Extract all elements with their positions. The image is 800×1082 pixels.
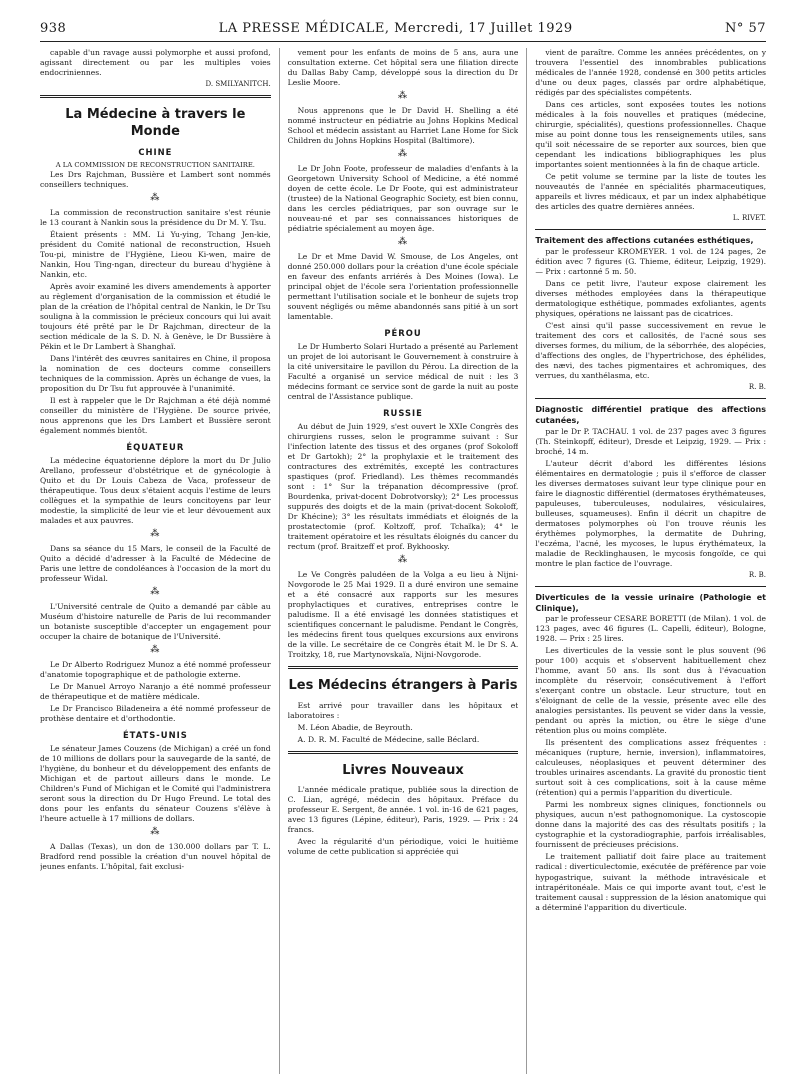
review-reference: par le professeur KROMEYER. 1 vol. de 124 pages, 2e édition avec 7 figures (G. Thieme, éditeur, Leipzig, 1929). — Prix : cartonné 5 m. 50. bbox=[535, 247, 767, 277]
country-heading: CHINE bbox=[138, 146, 173, 157]
paragraph: Au début de Juin 1929, s'est ouvert le XXIe Congrès des chirurgiens russes, selon le programme suivant : Sur l'infection latente des tissus et des organes (prof Sokoloff et Dr Gartokh); 2° la prophylaxie et le traitement des contractures des extrémités, excepté les contractures spastiques (prof. Friedland). Les thèmes recommandés sont : 1° Sur la trépanation décompressive (prof. Bourdenka, privat-docent Dobrotvorsky); 2° Les processus suppurés des doigts et de la main (privat-docent Sokoloff, Dr Khécine); 3° les résultats immédiats et éloignés de la prostatectomie (prof. Koltzoff, prof. Tchaïka); 4° le traitement opératoire et les résultats éloignés du cancer du rectum (prof. Braitzeff et prof. Bykhoosky. bbox=[287, 422, 519, 552]
country-heading: ÉTATS-UNIS bbox=[122, 729, 188, 740]
signature: D. SMILYANITCH. bbox=[205, 80, 271, 89]
section-title: Les Médecins étrangers à Paris bbox=[288, 678, 518, 694]
asterism: ⁂ bbox=[150, 827, 161, 838]
paragraph: L'auteur décrit d'abord les différentes lésions élémentaires en dermatologie ; puis il s'efforce de classer les diverses dermatoses suivant leur type clinique pour en faire le diagnostic différentiel (dermatoses érythémateuses, papuleuses, tuberculeuses, nodulaires, vésiculaires, bulleuses, squameuses). Enfin il décrit un chapitre de dermatoses polymorphes où l'on trouve réunis les érythèmes polymorphes, la dermatite de Duhring, l'eczéma, l'acné, les mycoses, le lupus érythémateux, la maladie de Recklinghausen, le mycosis fongoïde, ce qui montre le plan factice de l'ouvrage. bbox=[535, 458, 767, 568]
paragraph: Le Dr Alberto Rodriguez Munoz a été nommé professeur d'anatomie topographique et de pathologie externe. bbox=[40, 659, 271, 679]
paragraph: Le Ve Congrès paludéen de la Volga a eu lieu à Nijni-Novgorode le 25 Mai 1929. Il a duré environ une semaine et a été consacré aux rapports sur les mesures prophylactiques et curatives, entreprises contre le paludisme. Il a été envisagé les données statistiques et scientifiques concernant le paludisme. Pendant le Congrès, les médecins firent tous quelques excursions aux environs de la ville. Le secrétaire de ce Congrès était M. le Dr S. A. Troitzky, 18, rue Martynovskaïa, Nijni-Novgorode. bbox=[287, 570, 519, 660]
paragraph: Le sénateur James Couzens (de Michigan) a créé un fond de 10 millions de dollars pour la sauvegarde de la santé, de l'hygiène, du bonheur et du développement des enfants de Michigan et de partout ailleurs dans le monde. Le Children's Fund of Michigan et le Comité qui l'administrera seront sous la direction du Dr Hugo Freund. Le total des dons pour les enfants du sénateur Couzens s'élève à l'heure actuelle à 17 millions de dollars. bbox=[40, 744, 271, 824]
country-heading: PÉROU bbox=[384, 327, 422, 338]
divider bbox=[40, 95, 271, 98]
paragraph: Le Dr Humberto Solari Hurtado a présenté au Parlement un projet de loi autorisant le Gouvernement à construire à la cité universitaire le pavillon du Pérou. La direction de la Faculté a organisé un service médical de nuit : les 3 médecins formant ce service sont de garde la nuit au poste central de l'Assistance publique. bbox=[287, 342, 519, 402]
paragraph: Dans ce petit livre, l'auteur expose clairement les diverses méthodes employées dans la thérapeutique dermatologique esthétique, pommades exfoliantes, agents physiques, opérations ne laissant pas de cicatrices. bbox=[535, 279, 767, 319]
paragraph: Après avoir examiné les divers amendements à apporter au règlement d'organisation de la commission et étudié le plan de la création de l'hôpital central de Nankin, le Dr Tsu souligna à la commission le précieux concours qui lui avait toujours été prêté par le Dr Rajchman, directeur de la section médicale de la S. D. N. à Genève, le Dr Bussière à Pékin et le Dr Lambert à Shanghaï. bbox=[40, 281, 271, 351]
section-title: Livres Nouveaux bbox=[342, 762, 464, 778]
paragraph: A Dallas (Texas), un don de 130.000 dollars par T. L. Bradford rend possible la création d'un nouvel hôpital de jeunes enfants. L'hôpital, fait exclusi- bbox=[40, 842, 271, 872]
column-separator bbox=[279, 48, 280, 1074]
issue-number: N° 57 bbox=[724, 21, 766, 36]
section-title: La Médecine à travers le Monde bbox=[65, 107, 246, 140]
paragraph: Avec la régularité d'un périodique, voici le huitième volume de cette publication si appréciée qui bbox=[287, 836, 519, 856]
subheading: A LA COMMISSION DE RECONSTRUCTION SANITAIRE. bbox=[55, 160, 255, 169]
divider bbox=[288, 666, 519, 669]
paragraph: Il est à rappeler que le Dr Rajchman a été déjà nommé conseiller du ministère de l'Hygiène. De source privée, nous apprenons que les Drs Lambert et Bussière seront également nommés bientôt. bbox=[40, 395, 271, 435]
review-title: Diagnostic différentiel pratique des affections cutanées, bbox=[535, 405, 767, 426]
review-reference: par le professeur CESARE BORETTI (de Milan). 1 vol. de 123 pages, avec 46 figures (L. Capelli, éditeur), Bologne, 1928. — Prix : 25 lires. bbox=[535, 614, 767, 644]
paragraph: C'est ainsi qu'il passe successivement en revue le traitement des cors et callosités, de l'acné sous ses diverses formes, du milium, de la séborrhée, des alopécies, d'affections des ongles, de l'hypertrichose, des éphélides, des nævi, des taches pigmentaires et achromiques, des verrues, du xanthélasma, etc. bbox=[535, 321, 767, 381]
asterism: ⁂ bbox=[398, 555, 408, 566]
page-header bbox=[40, 16, 766, 42]
signature: R. B. bbox=[748, 570, 767, 579]
country-heading: RUSSIE bbox=[383, 408, 423, 419]
paragraph: vient de paraître. Comme les années précédentes, on y trouvera l'essentiel des innombrables publications médicales de l'année 1928, condensé en 300 petits articles d'une ou deux pages, classés par ordre alphabétique, rédigés par des spécialistes compétents. bbox=[535, 48, 767, 98]
review-title: Diverticules de la vessie urinaire (Pathologie et Clinique), bbox=[535, 593, 767, 613]
asterism: ⁂ bbox=[398, 236, 408, 247]
column-3 bbox=[535, 48, 766, 1074]
paragraph: vement pour les enfants de moins de 5 ans, aura une consultation externe. Cet hôpital sera une filiation directe du Dallas Baby Camp, développé sous la direction du Dr Leslie Moore. bbox=[287, 48, 519, 88]
paragraph: Ils présentent des complications assez fréquentes : mécaniques (rupture, hernie, inversion), inflammatoires, calculeuses, néoplasiques et peuvent déterminer des troubles urinaires ascendants. La gravité du pronostic tient surtout soit à ces complications, soit à la cause même (rétention) qui a permis l'apparition du diverticule. bbox=[535, 738, 767, 798]
signature: L. RIVET. bbox=[732, 214, 767, 223]
paragraph: Ce petit volume se termine par la liste de toutes les nouveautés de l'année en spécialités pharmaceutiques, appareils et livres médicaux, et par un index alphabétique des articles des quatre dernières années. bbox=[535, 172, 767, 212]
paragraph: Le Dr Manuel Arroyo Naranjo a été nommé professeur de thérapeutique et de matière médicale. bbox=[40, 681, 271, 701]
paragraph: capable d'un ravage aussi polymorphe et aussi profond, agissant directement ou par les multiples voies endocriniennes. bbox=[40, 48, 271, 78]
divider bbox=[288, 751, 519, 754]
column-separator bbox=[526, 48, 527, 1074]
country-heading: ÉQUATEUR bbox=[126, 441, 185, 452]
review-reference: par le Dr P. TACHAU. 1 vol. de 237 pages avec 3 figures (Th. Steinkopff, éditeur), Dresde et Leipzig, 1929. — Prix : broché, 14 m. bbox=[535, 426, 767, 456]
paragraph: Les Drs Rajchman, Bussière et Lambert sont nommés conseillers techniques. bbox=[40, 169, 271, 189]
page-number: 938 bbox=[40, 21, 67, 36]
column-2 bbox=[288, 48, 519, 1074]
divider bbox=[535, 586, 766, 587]
paragraph: Les diverticules de la vessie sont le plus souvent (96 pour 100) acquis et s'observent habituellement chez l'homme, avant 50 ans. Ils sont dus à l'évacuation incomplète du réservoir, consécutivement à l'effort s'exerçant contre un obstacle. Leur structure, tout en s'éloignant de celle de la vessie, présente avec elle des analogies persistantes. Ils peuvent se vider dans la vessie, pendant ou après la miction, ou être le siège d'une rétention plus ou moins complète. bbox=[535, 646, 767, 736]
paragraph: Le traitement palliatif doit faire place au traitement radical : diverticulectomie, exécutée de préférence par voie hypogastrique, suivant la méthode intravésicale et intrapéritonéale. Mais ce qui importe avant tout, c'est le traitement causal : suppression de la lésion anatomique qui a déterminé l'apparition du diverticule. bbox=[535, 852, 767, 912]
paragraph: Le Dr et Mme David W. Smouse, de Los Angeles, ont donné 250.000 dollars pour la création d'une école spéciale en faveur des enfants arriérés à Des Moines (Iowa). Le principal objet de l'école sera l'orientation professionnelle permettant l'utilisation sociale et le bonheur de sujets trop souvent négligés ou même abandonnés sans pitié à un sort lamentable. bbox=[287, 251, 519, 321]
journal-title: LA PRESSE MÉDICALE, Mercredi, 17 Juillet 1929 bbox=[218, 21, 573, 36]
columns bbox=[40, 48, 766, 1074]
paragraph: Dans l'intérêt des œuvres sanitaires en Chine, il proposa la nomination de ces docteurs comme conseillers techniques de la commission. Après un échange de vues, la proposition du Dr Tsu fut approuvée à l'unanimité. bbox=[40, 353, 271, 393]
paragraph: L'Université centrale de Quito a demandé par câble au Muséum d'histoire naturelle de Paris de lui recommander un botaniste susceptible d'accepter un engagement pour occuper la chaire de botanique de l'Université. bbox=[40, 601, 271, 641]
paragraph: La commission de reconstruction sanitaire s'est réunie le 13 courant à Nankin sous la présidence du Dr M. Y. Tsu. bbox=[40, 207, 271, 227]
asterism: ⁂ bbox=[150, 192, 161, 203]
paragraph: Le Dr Francisco Biladeneira a été nommé professeur de prothèse dentaire et d'orthodontie. bbox=[40, 703, 271, 723]
column-1 bbox=[40, 48, 271, 1074]
divider bbox=[535, 398, 766, 399]
asterism: ⁂ bbox=[150, 644, 161, 655]
paragraph: Étaient présents : MM. Li Yu-ying, Tchang Jen-kie, président du Comité national de reconstruction, Hsueh Tou-pi, ministre de l'Hygiène, Lieou Ki-wen, maire de Nankin, Hou Ting-ngan, directeur du bureau d'hygiène à Nankin, etc. bbox=[40, 229, 271, 279]
paragraph: Parmi les nombreux signes cliniques, fonctionnels ou physiques, aucun n'est pathognomonique. La cystoscopie donne dans la majorité des cas des résultats positifs ; la cystographie et la cystoradiographie, parfois irréalisables, fournissent de précieuses précisions. bbox=[535, 800, 767, 850]
signature: R. B. bbox=[748, 383, 767, 392]
asterism: ⁂ bbox=[150, 529, 161, 540]
asterism: ⁂ bbox=[150, 587, 161, 598]
asterism: ⁂ bbox=[398, 149, 408, 159]
paragraph: Dans ces articles, sont exposées toutes les notions médicales à la fois nouvelles et pratiques (médecine, chirurgie, spécialités), questions professionnelles. Chaque mise au point donne tous les renseignements utiles, sans qu'il soit nécessaire de se reporter aux sources, bien que cependant les indications bibliographiques les plus importantes soient mentionnées à la fin de chaque article. bbox=[535, 100, 767, 170]
review-title: Traitement des affections cutanées esthétiques, bbox=[535, 236, 754, 246]
paragraph: Nous apprenons que le Dr David H. Shelling a été nommé instructeur en pédiatrie au Johns Hopkins Medical School et médecin assistant au Harriet Lane Home for Sick Children du Johns Hopkins Hospital (Baltimore). bbox=[287, 105, 519, 145]
paragraph: A. D. R. M. Faculté de Médecine, salle Béclard. bbox=[297, 734, 480, 744]
paragraph: Le Dr John Foote, professeur de maladies d'enfants à la Georgetown University School of Medicine, a été nommé doyen de cette école. Le Dr Foote, qui est administrateur (trustee) de la National Geographic Society, est bien connu, dans les cercles pédiatriques, par son ouvrage sur le nouveau-né et par ses connaissances historiques de pédiatrie spécialement au moyen âge. bbox=[287, 163, 519, 233]
paragraph: La médecine équatorienne déplore la mort du Dr Julio Arellano, professeur d'obstétrique et de gynécologie à Quito et du Dr Louis Cabeza de Vaca, professeur de thérapeutique. Tous deux s'étaient acquis l'estime de leurs collègues et la sympathie de leurs concitoyens par leur modestie, la simplicité de leur vie et leur dévouement aux malades et aux pauvres. bbox=[40, 456, 271, 526]
paragraph: Est arrivé pour travailler dans les hôpitaux et laboratoires : bbox=[287, 700, 519, 720]
paragraph: M. Léon Abadie, de Beyrouth. bbox=[297, 722, 413, 732]
paragraph: L'année médicale pratique, publiée sous la direction de C. Lian, agrégé, médecin des hôpitaux. Préface du professeur E. Sergent, 8e année. 1 vol. in-16 de 621 pages, avec 13 figures (Lépine, éditeur), Paris, 1929. — Prix : 24 francs. bbox=[287, 784, 519, 834]
paragraph: Dans sa séance du 15 Mars, le conseil de la Faculté de Quito a décidé d'adresser à la Faculté de Médecine de Paris une lettre de condoléances à l'occasion de la mort du professeur Widal. bbox=[40, 543, 271, 584]
divider bbox=[535, 229, 766, 230]
asterism: ⁂ bbox=[398, 91, 408, 102]
